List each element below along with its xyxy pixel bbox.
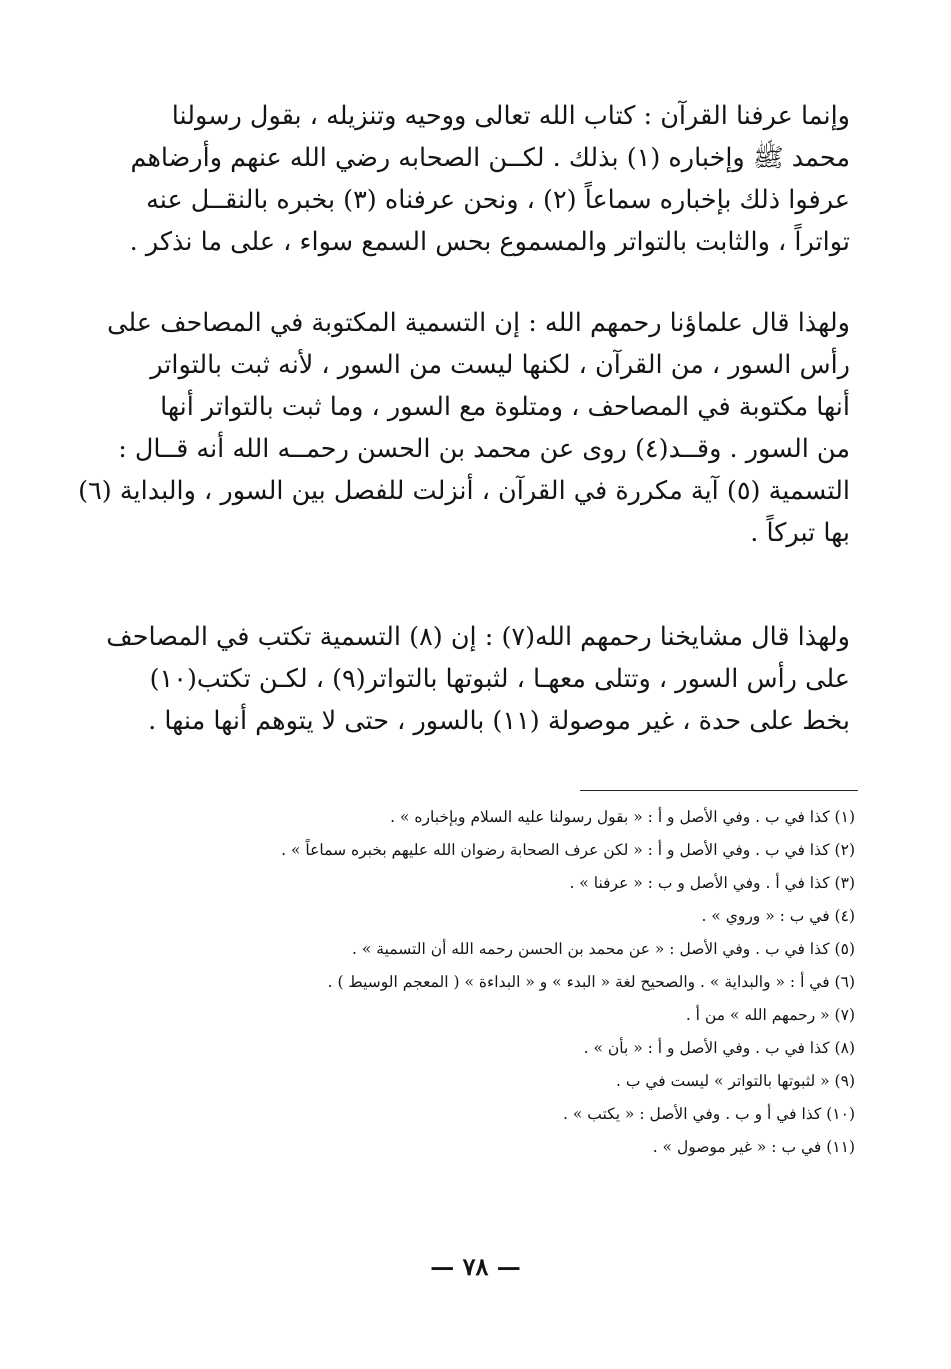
text-line: أنها مكتوبة في المصاحف ، ومتلوة مع السور ، وما ثبت بالتواتر أنها	[160, 392, 850, 422]
footnotes	[200, 801, 855, 1164]
footnote-7: (٧) « رحمهم الله » من أ .	[685, 1006, 855, 1024]
text-line: عرفوا ذلك بإخباره سماعاً (٢) ، ونحن عرفناه (٣) بخبره بالنقــل عنه	[146, 185, 850, 215]
paragraph-3	[72, 616, 850, 742]
text-line: بها تبركاً .	[750, 518, 850, 548]
text-line: بخط على حدة ، غير موصولة (١١) بالسور ، حتى لا يتوهم أنها منها .	[148, 706, 850, 736]
text-line: محمد ﷺ وإخباره (١) بذلك . لكــن الصحابه رضي الله عنهم وأرضاهم	[130, 143, 850, 173]
text-line: ولهذا قال مشايخنا رحمهم الله(٧) : إن (٨) التسمية تكتب في المصاحف	[106, 622, 850, 652]
footnote-divider	[580, 790, 858, 791]
paragraph-1	[72, 95, 850, 263]
text-line: التسمية (٥) آية مكررة في القرآن ، أنزلت للفصل بين السور ، والبداية (٦)	[78, 476, 850, 506]
footnote-9: (٩) « لثبوتها بالتواتر » ليست في ب .	[616, 1072, 855, 1090]
text-line: رأس السور ، من القرآن ، لكنها ليست من السور ، لأنه ثبت بالتواتر	[150, 350, 850, 380]
footnote-4: (٤) في ب : « وروي » .	[701, 907, 855, 925]
footnote-8: (٨) كذا في ب . وفي الأصل و أ : « بأن » .	[583, 1039, 855, 1057]
footnote-11: (١١) في ب : « غير موصول » .	[652, 1138, 855, 1156]
footnote-6: (٦) في أ : « والبداية » . والصحيح لغة « البدء » و « البداءة » ( المعجم الوسيط ) .	[327, 973, 855, 991]
text-line: وإنما عرفنا القرآن : كتاب الله تعالى ووحيه وتنزيله ، بقول رسولنا	[171, 101, 850, 131]
footnote-3: (٣) كذا في أ . وفي الأصل و ب : « عرفنا » .	[569, 874, 855, 892]
text-line: ولهذا قال علماؤنا رحمهم الله : إن التسمية المكتوبة في المصاحف على	[107, 308, 850, 338]
paragraph-2	[72, 302, 850, 554]
text-line: تواتراً ، والثابت بالتواتر والمسموع بحس السمع سواء ، على ما نذكر .	[129, 227, 850, 257]
footnote-5: (٥) كذا في ب . وفي الأصل : « عن محمد بن الحسن رحمه الله أن التسمية » .	[352, 940, 855, 958]
footnote-10: (١٠) كذا في أ و ب . وفي الأصل : « يكتب » .	[562, 1105, 855, 1123]
text-line: من السور . وقــد(٤) روى عن محمد بن الحسن رحمــه الله أنه قــال :	[118, 434, 850, 464]
footnote-1: (١) كذا في ب . وفي الأصل و أ : « بقول رسولنا عليه السلام وبإخباره » .	[390, 808, 855, 826]
page-number: — ٧٨ —	[430, 1252, 521, 1281]
text-line: على رأس السور ، وتتلى معهـا ، لثبوتها بالتواتر(٩) ، لكـن تكتب(١٠)	[149, 664, 850, 694]
footnote-2: (٢) كذا في ب . وفي الأصل و أ : « لكن عرف الصحابة رضوان الله عليهم بخبره سماعاً » .	[281, 841, 855, 859]
